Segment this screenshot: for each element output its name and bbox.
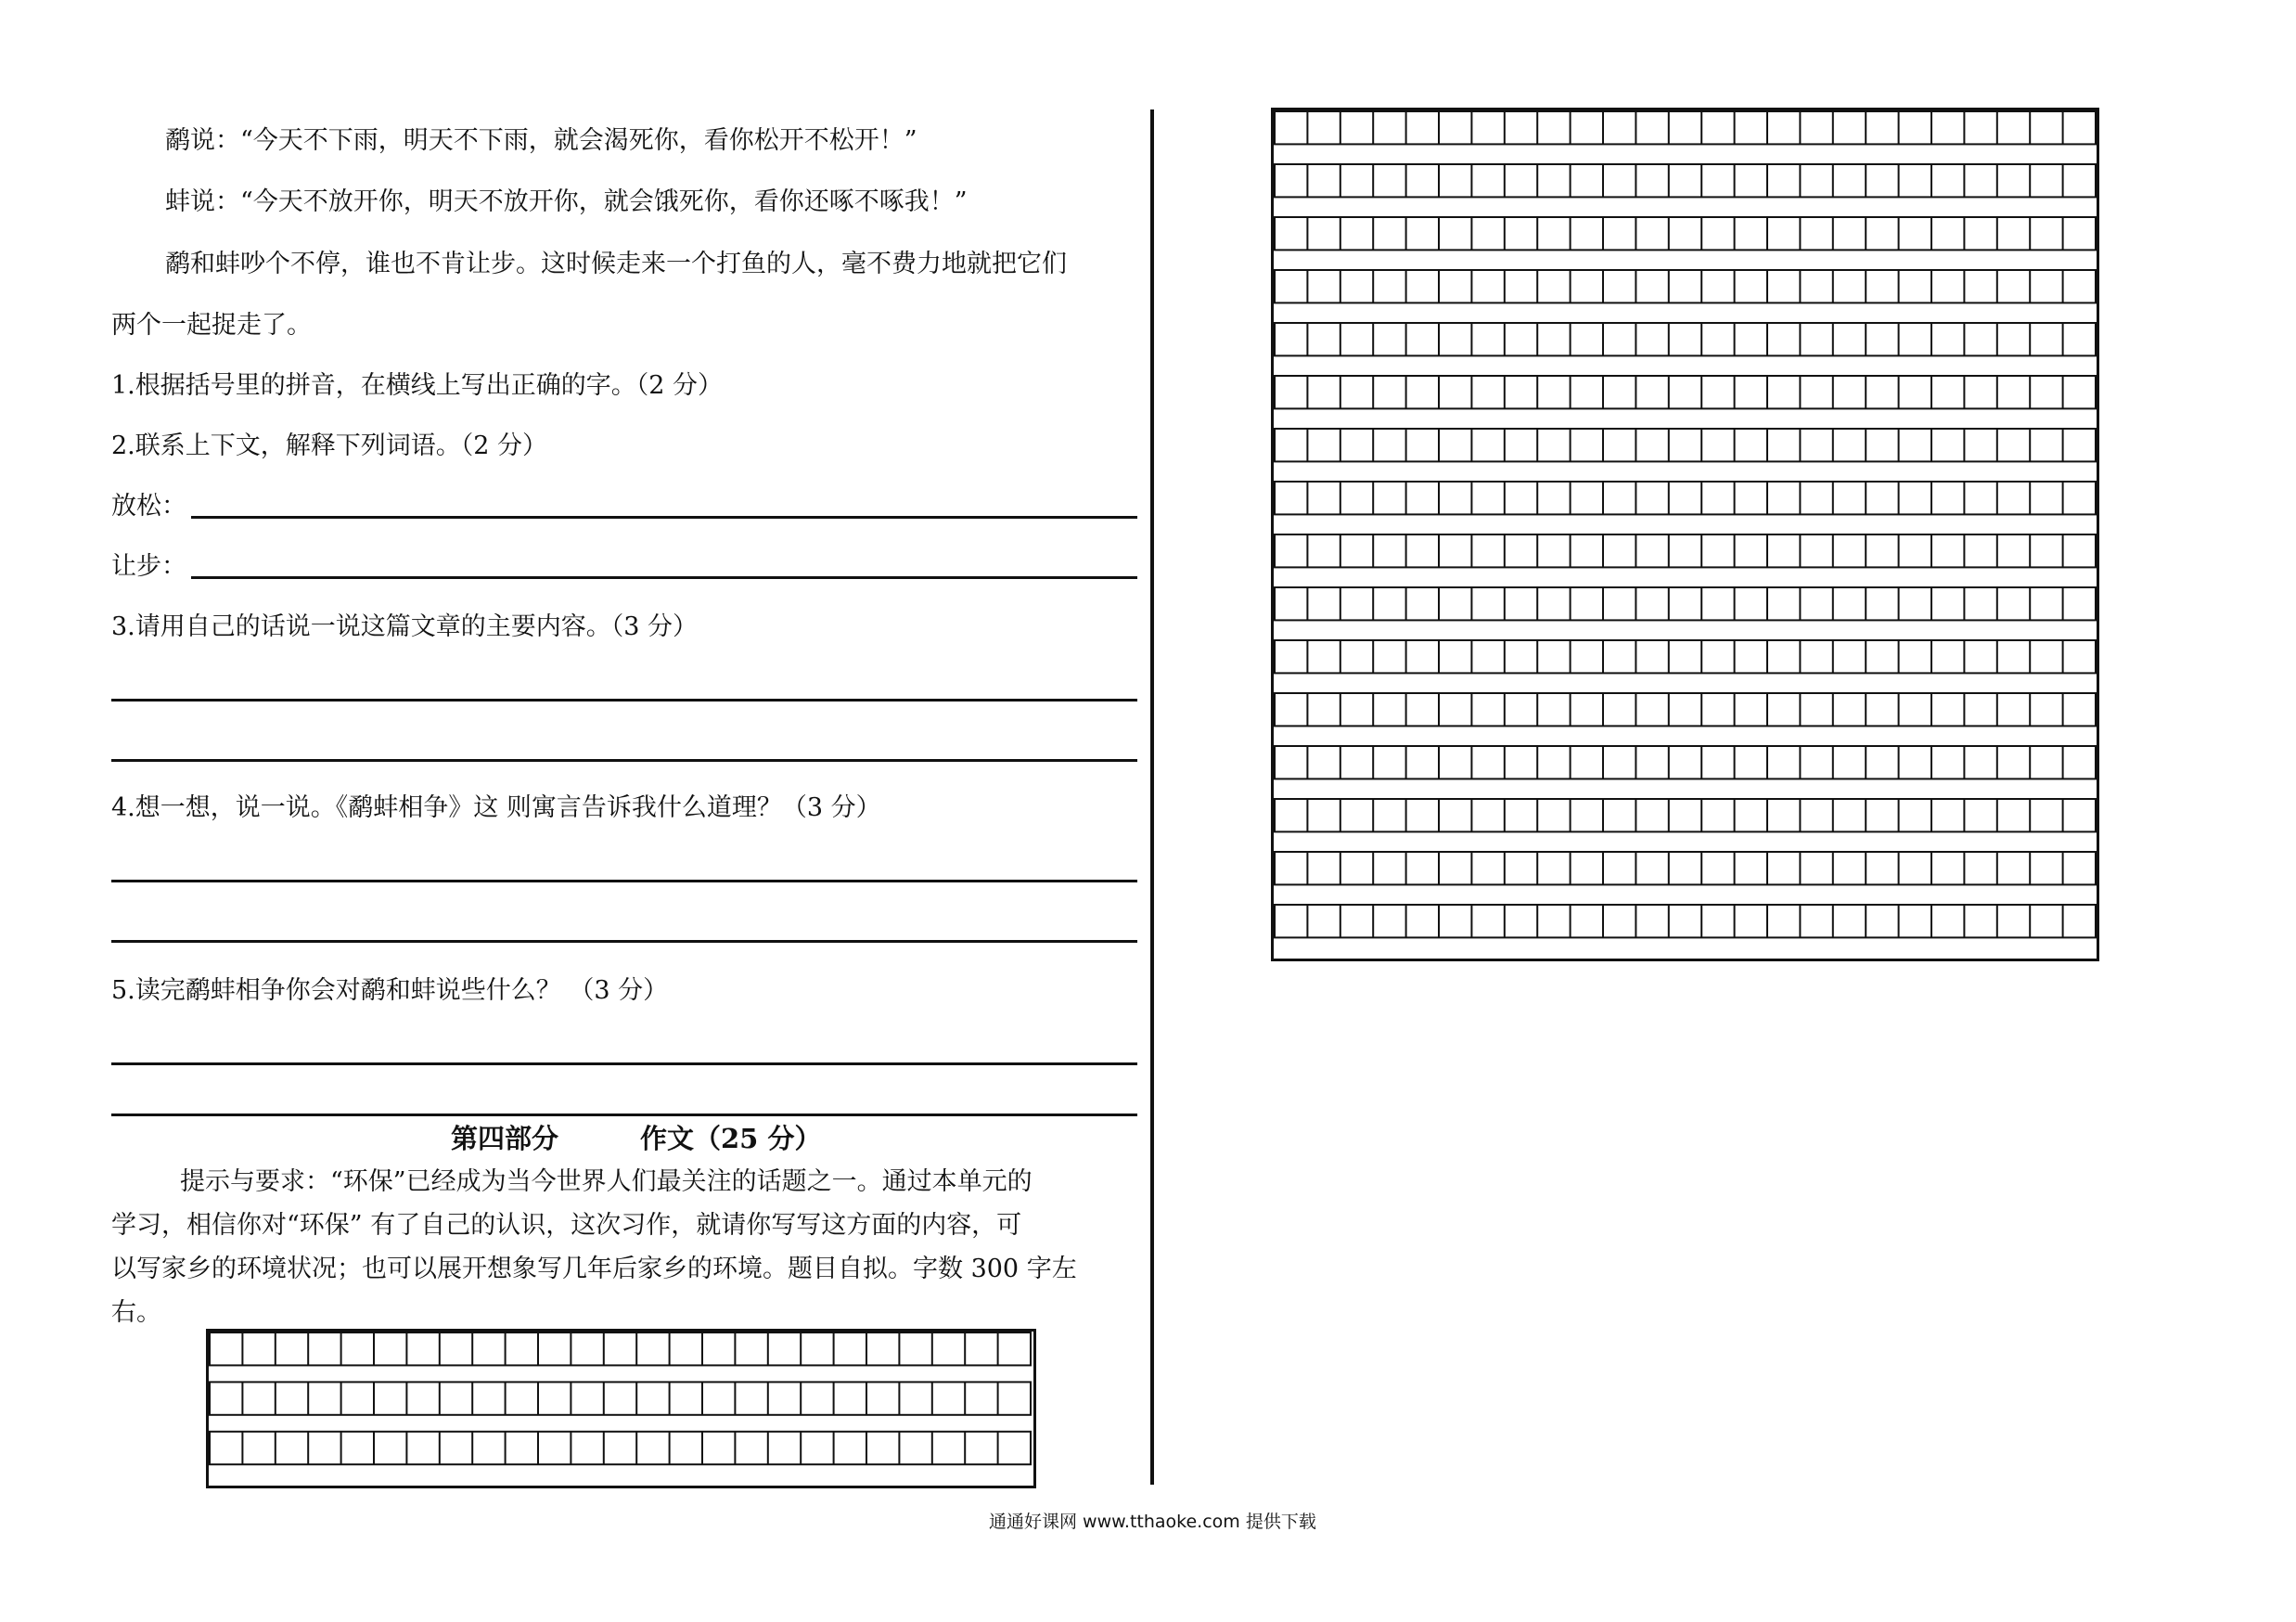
question-1: 1.根据括号里的拼音，在横线上写出正确的字。（2 分） [111,371,724,400]
answer-line[interactable] [111,699,1137,702]
grid-row [1275,376,2096,408]
vocab-label-rangbu: 让步： [111,552,186,581]
grid-row [1275,534,2096,567]
essay-writing-grid-large[interactable] [1271,108,2099,961]
grid-row [210,1382,1031,1414]
answer-line[interactable] [111,1062,1137,1065]
section-part-label: 第四部分 [451,1123,559,1154]
grid-row [1275,905,2096,937]
grid-row [1275,746,2096,779]
vocab-answer-line-fangsong[interactable] [191,516,1137,519]
column-divider [1150,109,1154,1485]
answer-line[interactable] [111,1114,1137,1116]
grid-row [1275,323,2096,355]
vocab-label-fangsong: 放松： [111,492,186,521]
grid-row [1275,217,2096,250]
prompt-line-1: 提示与要求：“环保”已经成为当今世界人们最关注的话题之一。通过本单元的 [180,1167,1033,1196]
question-3: 3.请用自己的话说一说这篇文章的主要内容。（3 分） [111,612,699,641]
footer-source: 通通好课网 www.tthaoke.com 提供下载 [989,1512,1316,1532]
answer-line[interactable] [111,880,1137,882]
grid-row [1275,111,2096,144]
prompt-line-2: 学习，相信你对“环保” 有了自己的认识，这次习作，就请你写写这方面的内容，可 [111,1211,1022,1240]
answer-line[interactable] [111,940,1137,943]
story-line-3: 鹬和蚌吵个不停，谁也不肯让步。这时候走来一个打鱼的人，毫不费力地就把它们 [165,250,1067,278]
grid-row [210,1332,1031,1365]
story-line-2: 蚌说：“今天不放开你，明天不放开你，就会饿死你，看你还啄不啄我！” [165,187,968,216]
section-title: 作文（25 分） [640,1123,822,1154]
question-5: 5.读完鹬蚌相争你会对鹬和蚌说些什么？ （3 分） [111,976,669,1005]
grid-row [1275,852,2096,884]
prompt-line-3: 以写家乡的环境状况；也可以展开想象写几年后家乡的环境。题目自拟。字数 300 字左 [111,1255,1077,1283]
grid-row [1275,270,2096,303]
prompt-line-4: 右。 [111,1298,161,1327]
grid-border [208,1331,1035,1487]
grid-row [1275,164,2096,197]
story-line-4: 两个一起捉走了。 [111,311,312,340]
story-line-1: 鹬说：“今天不下雨，明天不下雨，就会渴死你，看你松开不松开！” [165,126,917,155]
grid-row [1275,799,2096,831]
grid-row [1275,640,2096,673]
answer-line[interactable] [111,759,1137,762]
grid-row [1275,482,2096,514]
grid-row [1275,429,2096,461]
question-2: 2.联系上下文，解释下列词语。（2 分） [111,431,548,460]
grid-row [1275,587,2096,620]
vocab-answer-line-rangbu[interactable] [191,576,1137,579]
essay-writing-grid-small[interactable] [206,1329,1036,1488]
grid-row [1275,693,2096,726]
grid-row [210,1432,1031,1464]
question-4: 4.想一想，说一说。《鹬蚌相争》这 则寓言告诉我什么道理？（3 分） [111,793,881,822]
